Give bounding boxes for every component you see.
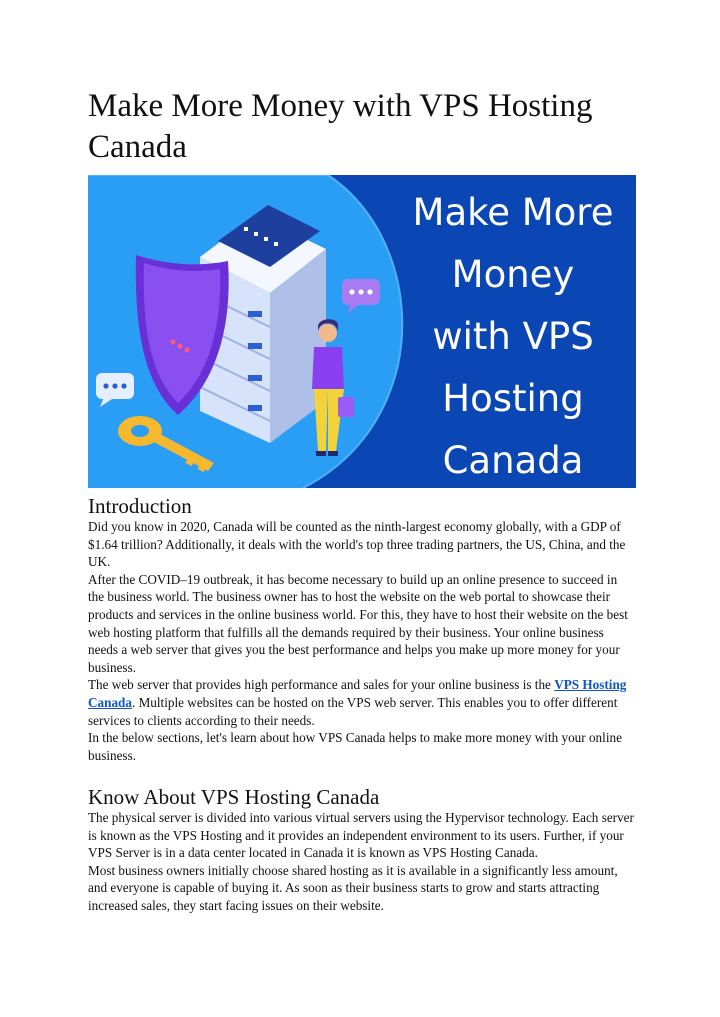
banner-line: Canada bbox=[442, 439, 584, 482]
paragraph-text: The web server that provides high performance and sales for your online business is the bbox=[88, 677, 555, 693]
paragraph: The physical server is divided into various virtual servers using the Hypervisor technology. Each server is known as the VPS Hosting and it provides an independent environment to its users. Further, if your VPS Server is in a data center located in Canada it is known as VPS Hosting Canada. bbox=[88, 810, 634, 861]
paragraph bbox=[88, 676, 636, 729]
section-introduction bbox=[88, 494, 636, 764]
banner-line: Money bbox=[451, 253, 575, 296]
paragraph: In the below sections, let's learn about how VPS Canada helps to make more money with your online business. bbox=[88, 730, 622, 763]
section-know-about-vps bbox=[88, 785, 636, 915]
paragraph-text: . Multiple websites can be hosted on the VPS web server. This enables you to offer different services to clients according to their needs. bbox=[88, 694, 618, 728]
section-heading: Introduction bbox=[88, 494, 192, 518]
banner-line: Make More bbox=[412, 191, 614, 234]
vps-hosting-canada-link[interactable]: VPS Hosting Canada bbox=[88, 677, 627, 710]
paragraph: Most business owners initially choose shared hosting as it is available in a significantly less amount, and everyone is capable of buying it. As soon as their business starts to grow and starts attracting increased sales, they start facing issues on their website. bbox=[88, 862, 618, 913]
hero-image bbox=[88, 175, 636, 488]
banner-line: with VPS bbox=[432, 315, 594, 358]
paragraph: After the COVID–19 outbreak, it has become necessary to build up an online presence to succeed in the business world. The business owner has to host the website on the web portal to showcase their products and services in the online business world. For this, they have to host their website on the best web hosting platform that fulfills all the demands required by their business. Your online business needs a web server that gives you the best performance and helps you make up more money for your business. bbox=[88, 571, 628, 675]
banner-line: Hosting bbox=[442, 377, 584, 420]
page-title: Make More Money with VPS Hosting Canada bbox=[88, 88, 593, 165]
paragraph: Did you know in 2020, Canada will be counted as the ninth-largest economy globally, with a GDP of $1.64 trillion? Additionally, it deals with the world's top three trading partners, the US, China, and the UK. bbox=[88, 519, 626, 570]
section-heading: Know About VPS Hosting Canada bbox=[88, 785, 380, 809]
